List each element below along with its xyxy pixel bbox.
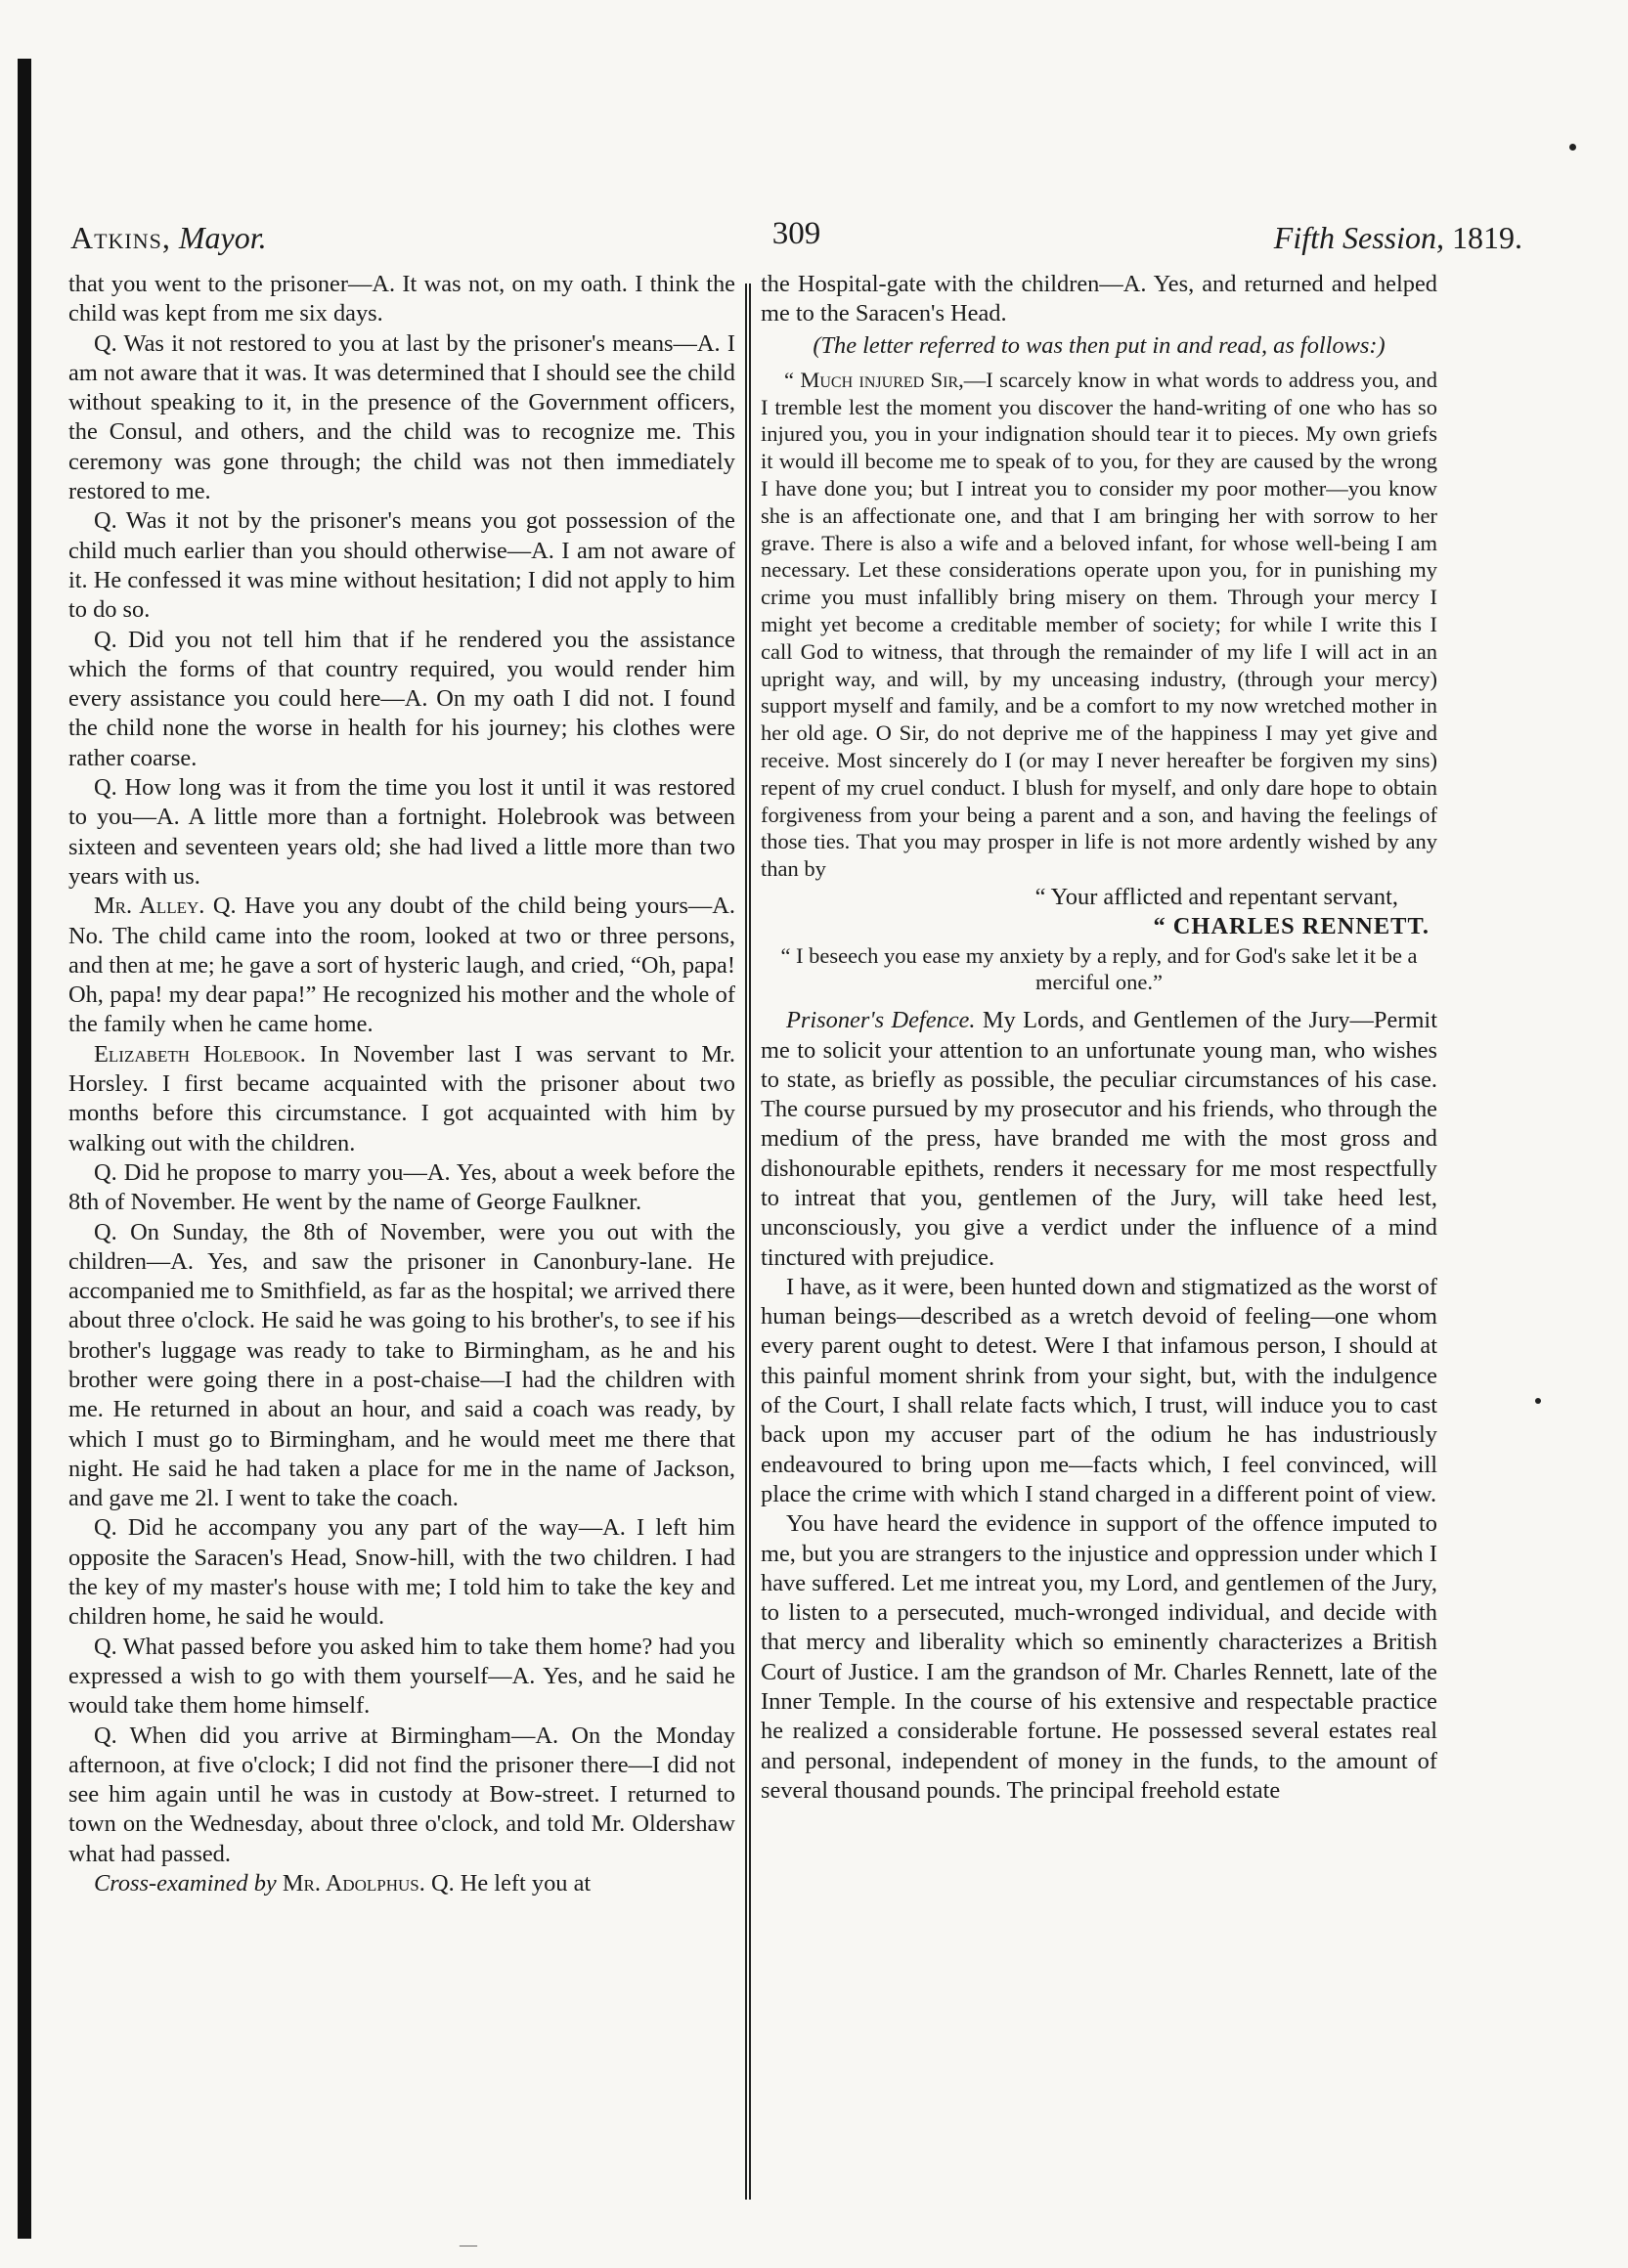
paragraph: that you went to the prisoner—A. It was not, on my oath. I think the child was kept from me six days. (68, 271, 735, 327)
paragraph: the Hospital-gate with the children—A. Yes, and returned and helped me to the Saracen's Head. (761, 271, 1437, 327)
paragraph: Q. When did you arrive at Birmingham—A. On the Monday afternoon, at five o'clock; I did not find the prisoner there—I did not see him again until he was in custody at Bow-street. I returned to town on the Wednesday, about three o'clock, and told Mr. Oldershaw what had passed. (68, 1722, 735, 1867)
letter-text (761, 367, 1437, 883)
letter-postscript: “ I beseech you ease my anxiety by a reply, and for God's sake let it be a merciful one.” (780, 942, 1418, 995)
paragraph: I have, as it were, been hunted down and stigmatized as the worst of human beings—described as a wretch devoid of feeling—one whom every parent ought to detest. Were I that infamous person, I should at this painful moment shrink from your sight, but, with the indulgence of the Court, I shall relate facts which, I trust, will induce you to cast back upon my accuser part of the odium he has industriously endeavoured to bring upon me—facts which, I feel convinced, will place the crime with which I stand charged in a different point of view. (761, 1273, 1437, 1507)
paragraph-text: Q. He left you at (430, 1870, 592, 1897)
speaker-name: Elizabeth Holebook. (94, 1040, 306, 1068)
speaker-name: Mr. Adolphus. (282, 1870, 425, 1897)
binding-edge (18, 59, 31, 2239)
defence-heading: Prisoner's Defence. (786, 1007, 976, 1034)
editorial-note: (The letter referred to was then put in and read, as follows:) (813, 331, 1386, 359)
right-column (761, 270, 1437, 2210)
header-name: Atkins, (70, 220, 171, 255)
speaker-name: Mr. Alley. (94, 893, 205, 920)
letter-salutation: “ Much injured Sir, (784, 367, 964, 392)
paragraph: Q. Did he accompany you any part of the way—A. I left him opposite the Saracen's Head, Snow-hill, with the two children. I had the key of my master's house with me; I told him to take the key and children home, he said he would. (68, 1514, 735, 1631)
paragraph (761, 1006, 1437, 1273)
left-column (68, 270, 735, 2210)
letter-body: —I scarcely know in what words to address you, and I tremble lest the moment you discover the hand-writing of one who has so injured you, you in your indignation should tear it to pieces. My own griefs it would ill become me to speak of to you, for they are caused by the wrong I have done you; but I intreat you to consider my poor mother—you know she is an affectionate one, and that I am bringing her with sorrow to her grave. There is also a wife and a beloved infant, for whose well-being I am necessary. Let these considerations operate upon you, for in punishing my crime you must infallibly bring misery on them. Through your mercy I might yet become a creditable member of society; for while I write this I call God to witness, that through the remainder of my life I will act in an upright way, and will, by my unceasing industry, (through your mercy) support myself and family, and be a comfort to my now wretched mother in her old age. O Sir, do not deprive me of the happiness I may yet give and receive. Most sincerely do I (or may I never hereafter be forgiven my sins) repent of my cruel conduct. I blush for myself, and only dare hope to obtain forgiveness from your being a parent and a son, and having the feelings of those ties. That you may prosper in life is not more ardently wished by any than by (761, 367, 1437, 882)
paragraph (68, 1040, 735, 1158)
paragraph: Q. How long was it from the time you lost it until it was restored to you—A. A little more than a fortnight. Holebrook was between sixteen and seventeen years old; she had lived a little more than two years with us. (68, 774, 735, 890)
paragraph: Q. Did you not tell him that if he rendered you the assistance which the forms of that country required, you would render him every assistance you could here—A. On my oath I did not. I found the child none the worse in health for his journey; his clothes were rather coarse. (68, 626, 735, 771)
paragraph: Q. Was it not by the prisoner's means you got possession of the child much earlier than you should otherwise—A. I am not aware of it. He confessed it was mine without hesitation; I did not apply to him to do so. (68, 507, 735, 624)
letter-closing: “ Your afflicted and repentant servant, (1034, 884, 1398, 911)
letter-signature: “ CHARLES RENNETT. (1153, 913, 1430, 940)
header-title: Mayor. (178, 220, 267, 255)
paragraph-text: My Lords, and Gentlemen of the Jury—Permit me to solicit your attention to an unfortunate young man, who wishes to state, as briefly as possible, the peculiar circumstances of his case. The course pursued by my prosecutor and his friends, who through the medium of the press, have branded me with the most gross and dishonourable epithets, renders it necessary for me most respectfully to intreat that you, gentlemen of the Jury, will take heed lest, unconsciously, you give a verdict under the influence of a mind tinctured with prejudice. (761, 1007, 1437, 1271)
page-number: 309 (771, 216, 821, 251)
ink-speck (1569, 144, 1576, 151)
paragraph-text: In November last I was servant to Mr. Horsley. I first became acquainted with the prisoner about two months before this circumstance. I got acquainted with him by walking out with the children. (68, 1040, 735, 1156)
column-divider (745, 284, 751, 2200)
paragraph-text: Q. Have you any doubt of the child being yours—A. No. The child came into the room, looked at two or three persons, and then at me; he gave a sort of hysteric laugh, and cried, “Oh, papa! Oh, papa! my dear papa!” He recognized his mother and the whole of the family when he came home. (68, 893, 735, 1038)
paragraph: Q. What passed before you asked him to take them home? had you expressed a wish to go with them yourself—A. Yes, and he said he would take them home himself. (68, 1633, 735, 1720)
paragraph: You have heard the evidence in support of the offence imputed to me, but you are strangers to the injustice and oppression under which I have suffered. Let me intreat you, my Lord, and gentlemen of the Jury, to listen to a persecuted, much-wronged individual, and decide with that mercy and liberality which so eminently characterizes a British Court of Justice. I am the grandson of Mr. Charles Rennett, late of the Inner Temple. In the course of his extensive and respectable practice he realized a considerable fortune. He possessed several estates real and personal, independent of money in the funds, to the amount of several thousand pounds. The principal freehold estate (761, 1510, 1437, 1804)
header-session: Fifth Session, (1273, 220, 1444, 255)
paragraph (68, 892, 735, 1039)
paragraph (68, 1869, 735, 1898)
paragraph: Q. Was it not restored to you at last by the prisoner's means—A. I am not aware that it was. It was determined that I should see the child without speaking to it, in the presence of the Government officers, the Consul, and others, and the child was to recognize me. This ceremony was gone through; the child was not then immediately restored to me. (68, 329, 735, 505)
print-mark: — (460, 2235, 477, 2254)
ink-speck (1535, 1398, 1541, 1404)
header-right (1274, 220, 1522, 256)
paragraph: Q. Did he propose to marry you—A. Yes, about a week before the 8th of November. He went by the name of George Faulkner. (68, 1158, 735, 1216)
running-header (70, 216, 1522, 269)
cross-exam-lead: Cross-examined by (94, 1870, 277, 1897)
paragraph: Q. On Sunday, the 8th of November, were you out with the children—A. Yes, and saw the prisoner in Canonbury-lane. He accompanied me to Smithfield, as far as the hospital; we arrived there about three o'clock. He said he was going to his brother's, to see if his brother's luggage was ready to take to Birmingham, as he and his brother were going there in a post-chaise—I had the children with me. He returned in about an hour, and said a coach was ready, by which I must go to Birmingham, and he would meet me there that night. He said he had taken a place for me in the name of Jackson, and gave me 2l. I went to take the coach. (68, 1218, 735, 1512)
header-year: 1819. (1452, 220, 1522, 255)
